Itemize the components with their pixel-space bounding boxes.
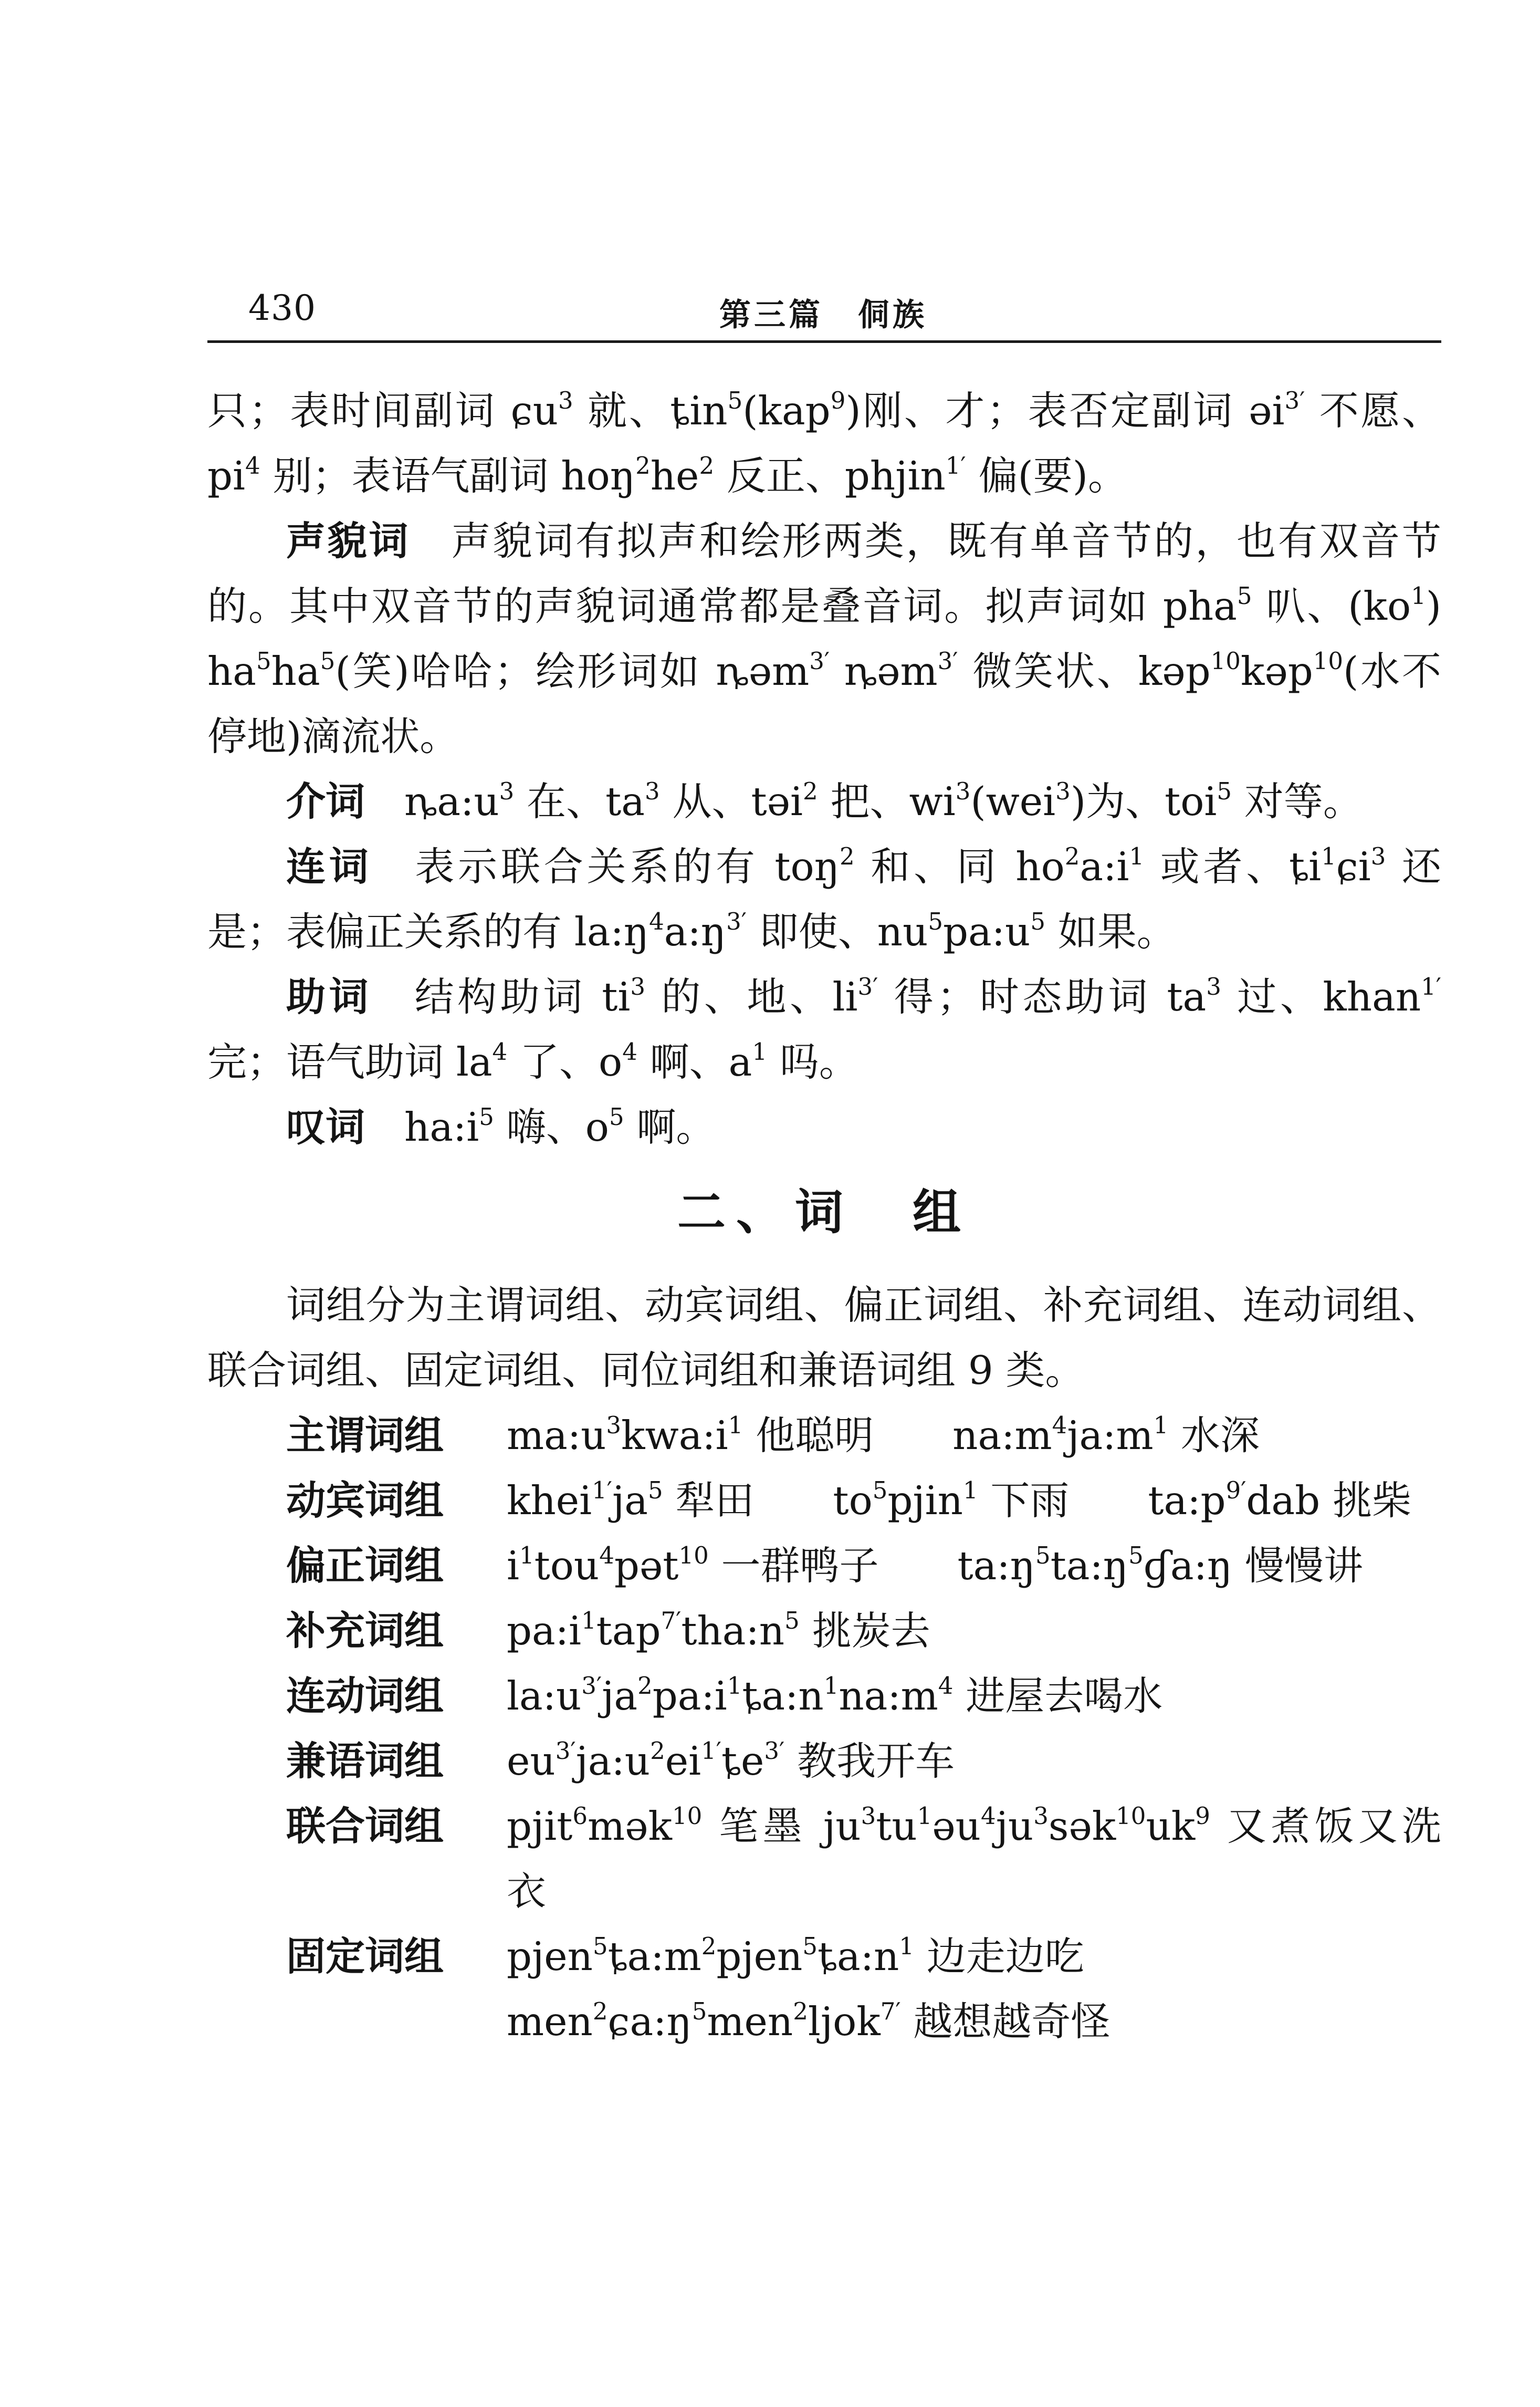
phrase-example: $men^2ɕa:ŋ^5men^2ljok^{7'}$ 越想越奇怪 xyxy=(507,1997,1111,2045)
paragraph-onomatopoeia: 声貌词 声貌词有拟声和绘形两类，既有单音节的，也有双音节的。其中双音节的声貌词通常都是叠音词。拟声词如 pha$^5$ 叭、$(ko^1)$ $ha^5ha^5$(笑)哈哈；绘形词如 ȵəm$^{3'}$ ȵəm$^{3'}$ 微笑状、kəp$^{10}$kəp$^{10}$(水不停地)滴流状。 xyxy=(207,518,1441,759)
term-label: 介词 xyxy=(286,778,365,825)
phrase-label: 偏正词组 xyxy=(286,1543,444,1589)
phrase-row xyxy=(286,1598,1441,1663)
phrase-label xyxy=(286,1989,507,2054)
page-header xyxy=(207,284,1441,347)
term-label: 连词 xyxy=(286,843,372,890)
paragraph-particles: 助词 结构助词 $ti^3$ 的、地、$li^{3'}$ 得；时态助词 $ta^3$ 过、khan$^{1'}$ 完；语气助词 $la^4$ 了、$o^4$ 啊、$a^1$ 吗。 xyxy=(207,973,1441,1085)
phrase-label: 补充词组 xyxy=(286,1608,444,1654)
paragraph-interjections: 叹词 $ha:i^5$ 嗨、$o^5$ 啊。 xyxy=(286,1103,716,1150)
phrase-row xyxy=(286,1924,1441,1989)
paragraph-prepositions: 介词 $ȵa:u^3$ 在、$ta^3$ 从、təi$^2$ 把、$wi^3(wei^3)$为、toi$^5$ 对等。 xyxy=(286,777,1363,825)
phrase-example: $eu^{3'}ja:u^2ei^{1'}ȶe^{3'}$ 教我开车 xyxy=(507,1737,955,1784)
phrase-example: $ma:u^3kwa:i^1$ 他聪明 $na:m^4ja:m^1$ 水深 xyxy=(507,1411,1260,1458)
phrase-label: 联合词组 xyxy=(286,1803,444,1849)
phrase-row xyxy=(286,1533,1441,1598)
phrase-example: $khei^{1'}ja^5$ 犁田 $to^5pjin^1$ 下雨 $ta:p^{9'}dab$ 挑柴 xyxy=(507,1476,1411,1524)
section-heading: 二、词 组 xyxy=(677,1184,971,1241)
phrase-label: 动宾词组 xyxy=(286,1477,444,1524)
section-intro: 词组分为主谓词组、动宾词组、偏正词组、补充词组、连动词组、联合词组、固定词组、同位词组和兼语词组 9 类。 xyxy=(207,1282,1441,1393)
header-rule xyxy=(207,340,1441,343)
phrase-example: $pjen^5ȶa:m^2pjen^5ȶa:n^1$ 边走边吃 xyxy=(507,1932,1084,1979)
phrase-example: pjit$^6$mək$^{10}$ 笔墨 $ju^3tu^1əu^4ju^3sək^{10}uk^9$ 又煮饭又洗衣 xyxy=(507,1802,1441,1914)
phrase-label: 连动词组 xyxy=(286,1673,444,1719)
paragraph-conjunctions: 连词 表示联合关系的有 toŋ$^2$ 和、同 $ho^2a:i^1$ 或者、$ȶi^1ɕi^3$ 还是；表偏正关系的有 $la:ŋ^4a:ŋ^{3'}$ 即使、$nu^5pa:u^5$ 如果。 xyxy=(207,842,1441,955)
term-label: 助词 xyxy=(286,974,372,1020)
term-label: 叹词 xyxy=(286,1104,365,1150)
phrase-label: 主谓词组 xyxy=(286,1412,444,1458)
term-label: 声貌词 xyxy=(286,518,411,564)
phrase-example: $la:u^{3'}ja^2pa:i^1ȶa:n^1na:m^4$ 进屋去喝水 xyxy=(507,1672,1163,1719)
phrase-row xyxy=(286,1468,1441,1533)
phrase-example: $i^1tou^4pət^{10}$ 一群鸭子 $ta:ŋ^5ta:ŋ^5ɠa:ŋ$ 慢慢讲 xyxy=(507,1541,1364,1589)
phrase-example: $pa:i^1tap^{7'}tha:n^5$ 挑炭去 xyxy=(507,1607,930,1654)
running-title: 第三篇 侗族 xyxy=(719,297,927,334)
phrase-row xyxy=(286,1663,1441,1728)
phrase-label: 固定词组 xyxy=(286,1933,444,1979)
paragraph-adverbs-continued: 只；表时间副词 ɕu$^3$ 就、ȶin$^5$(kap$^9$)刚、才；表否定副词 əi$^{3'}$ 不愿、$pi^4$ 别；表语气副词 $hoŋ^2he^2$ 反正、phjin$^{1'}$ 偏(要)。 xyxy=(207,387,1442,499)
page-body xyxy=(207,378,1441,2054)
phrase-label: 兼语词组 xyxy=(286,1738,444,1784)
phrase-row xyxy=(286,1989,1441,2054)
page-number: 430 xyxy=(248,288,316,328)
phrase-list xyxy=(207,1403,1441,2054)
phrase-row xyxy=(286,1728,1441,1794)
phrase-row xyxy=(286,1794,1441,1924)
phrase-row xyxy=(286,1403,1441,1468)
